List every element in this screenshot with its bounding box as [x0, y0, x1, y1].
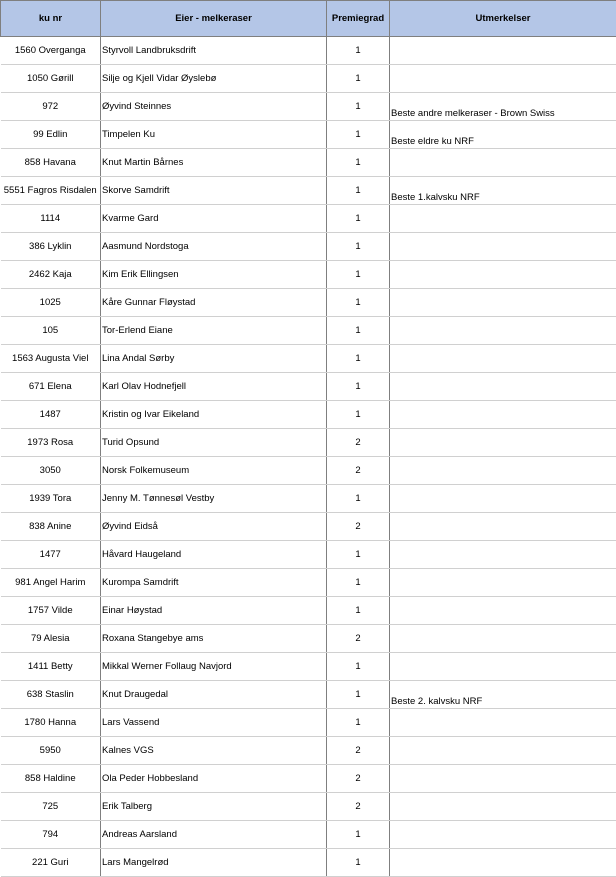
table-row — [1, 457, 616, 485]
ku-nr-cell: 725 — [1, 793, 101, 821]
eier-cell: Skorve Samdrift — [101, 177, 327, 205]
eier-cell: Lars Mangelrød — [101, 849, 327, 877]
table-row — [1, 737, 616, 765]
eier-cell: Norsk Folkemuseum — [101, 457, 327, 485]
table-row — [1, 485, 616, 513]
table-row — [1, 569, 616, 597]
ku-nr-cell: 858 Havana — [1, 149, 101, 177]
header-ku-nr: ku nr — [1, 1, 101, 37]
table-row — [1, 93, 616, 121]
table-row — [1, 681, 616, 709]
ku-nr-cell: 1487 — [1, 401, 101, 429]
utmerkelser-cell: Beste 1.kalvsku NRF — [390, 177, 616, 205]
premiegrad-cell: 1 — [327, 597, 390, 625]
eier-cell: Kvarme Gard — [101, 205, 327, 233]
ku-nr-cell: 5551 Fagros Risdalen — [1, 177, 101, 205]
utmerkelser-cell — [390, 345, 616, 373]
ku-nr-cell: 99 Edlin — [1, 121, 101, 149]
ku-nr-cell: 671 Elena — [1, 373, 101, 401]
eier-cell: Lars Vassend — [101, 709, 327, 737]
utmerkelser-cell — [390, 37, 616, 65]
utmerkelser-cell — [390, 317, 616, 345]
eier-cell: Andreas Aarsland — [101, 821, 327, 849]
utmerkelser-cell — [390, 513, 616, 541]
eier-cell: Kalnes VGS — [101, 737, 327, 765]
utmerkelser-cell — [390, 597, 616, 625]
table-row — [1, 401, 616, 429]
utmerkelser-cell — [390, 429, 616, 457]
utmerkelser-cell — [390, 457, 616, 485]
table-row — [1, 821, 616, 849]
utmerkelser-cell — [390, 653, 616, 681]
ku-nr-cell: 838 Anine — [1, 513, 101, 541]
premiegrad-cell: 1 — [327, 345, 390, 373]
eier-cell: Jenny M. Tønnesøl Vestby — [101, 485, 327, 513]
premiegrad-cell: 2 — [327, 765, 390, 793]
premiegrad-cell: 1 — [327, 289, 390, 317]
ku-nr-cell: 1973 Rosa — [1, 429, 101, 457]
utmerkelser-cell: Beste 2. kalvsku NRF — [390, 681, 616, 709]
eier-cell: Kåre Gunnar Fløystad — [101, 289, 327, 317]
utmerkelser-cell — [390, 849, 616, 877]
premiegrad-cell: 1 — [327, 205, 390, 233]
utmerkelser-cell: Beste andre melkeraser - Brown Swiss — [390, 93, 616, 121]
eier-cell: Knut Martin Bårnes — [101, 149, 327, 177]
utmerkelser-cell — [390, 765, 616, 793]
ku-nr-cell: 105 — [1, 317, 101, 345]
eier-cell: Aasmund Nordstoga — [101, 233, 327, 261]
premiegrad-cell: 1 — [327, 261, 390, 289]
utmerkelser-cell — [390, 569, 616, 597]
ku-nr-cell: 1477 — [1, 541, 101, 569]
table-row — [1, 625, 616, 653]
table-row — [1, 317, 616, 345]
premiegrad-cell: 1 — [327, 149, 390, 177]
utmerkelser-cell — [390, 625, 616, 653]
eier-cell: Silje og Kjell Vidar Øyslebø — [101, 65, 327, 93]
table-row — [1, 765, 616, 793]
premiegrad-cell: 2 — [327, 625, 390, 653]
eier-cell: Timpelen Ku — [101, 121, 327, 149]
eier-cell: Knut Draugedal — [101, 681, 327, 709]
premiegrad-cell: 2 — [327, 429, 390, 457]
eier-cell: Karl Olav Hodnefjell — [101, 373, 327, 401]
utmerkelser-cell — [390, 205, 616, 233]
premiegrad-cell: 1 — [327, 177, 390, 205]
table-row — [1, 205, 616, 233]
table-row — [1, 149, 616, 177]
ku-nr-cell: 221 Guri — [1, 849, 101, 877]
table-row — [1, 65, 616, 93]
table-row — [1, 289, 616, 317]
premiegrad-cell: 1 — [327, 653, 390, 681]
table-row — [1, 37, 616, 65]
ku-nr-cell: 79 Alesia — [1, 625, 101, 653]
ku-nr-cell: 794 — [1, 821, 101, 849]
header-premiegrad: Premiegrad — [327, 1, 390, 37]
ku-nr-cell: 2462 Kaja — [1, 261, 101, 289]
table-row — [1, 121, 616, 149]
premiegrad-cell: 1 — [327, 65, 390, 93]
ku-nr-cell: 1560 Overganga — [1, 37, 101, 65]
eier-cell: Roxana Stangebye ams — [101, 625, 327, 653]
table-row — [1, 177, 616, 205]
ku-nr-cell: 1025 — [1, 289, 101, 317]
eier-cell: Tor-Erlend Eiane — [101, 317, 327, 345]
ku-nr-cell: 5950 — [1, 737, 101, 765]
ku-nr-cell: 1757 Vilde — [1, 597, 101, 625]
table-row — [1, 373, 616, 401]
eier-cell: Turid Opsund — [101, 429, 327, 457]
premiegrad-cell: 2 — [327, 513, 390, 541]
premiegrad-cell: 1 — [327, 709, 390, 737]
eier-cell: Øyvind Eidså — [101, 513, 327, 541]
table-row — [1, 597, 616, 625]
ku-nr-cell: 386 Lyklin — [1, 233, 101, 261]
table-row — [1, 513, 616, 541]
premiegrad-cell: 1 — [327, 849, 390, 877]
eier-cell: Kurompa Samdrift — [101, 569, 327, 597]
table-row — [1, 541, 616, 569]
ku-nr-cell: 3050 — [1, 457, 101, 485]
premiegrad-cell: 1 — [327, 37, 390, 65]
ku-nr-cell: 972 — [1, 93, 101, 121]
premiegrad-cell: 2 — [327, 737, 390, 765]
ku-nr-cell: 1114 — [1, 205, 101, 233]
ku-nr-cell: 1563 Augusta Viel — [1, 345, 101, 373]
table-row — [1, 233, 616, 261]
table-row — [1, 429, 616, 457]
utmerkelser-cell — [390, 821, 616, 849]
ku-nr-cell: 1780 Hanna — [1, 709, 101, 737]
eier-cell: Håvard Haugeland — [101, 541, 327, 569]
ku-nr-cell: 1411 Betty — [1, 653, 101, 681]
premiegrad-cell: 1 — [327, 233, 390, 261]
utmerkelser-cell — [390, 149, 616, 177]
premiegrad-cell: 2 — [327, 793, 390, 821]
table-row — [1, 849, 616, 877]
eier-cell: Erik Talberg — [101, 793, 327, 821]
table-row — [1, 345, 616, 373]
eier-cell: Lina Andal Sørby — [101, 345, 327, 373]
utmerkelser-cell — [390, 261, 616, 289]
premiegrad-cell: 1 — [327, 93, 390, 121]
eier-cell: Øyvind Steinnes — [101, 93, 327, 121]
utmerkelser-cell — [390, 233, 616, 261]
utmerkelser-cell — [390, 737, 616, 765]
header-utmerkelser: Utmerkelser — [390, 1, 616, 37]
premiegrad-cell: 1 — [327, 541, 390, 569]
utmerkelser-cell — [390, 373, 616, 401]
eier-cell: Mikkal Werner Follaug Navjord — [101, 653, 327, 681]
ku-nr-cell: 638 Staslin — [1, 681, 101, 709]
utmerkelser-cell — [390, 541, 616, 569]
utmerkelser-cell — [390, 401, 616, 429]
eier-cell: Kristin og Ivar Eikeland — [101, 401, 327, 429]
ku-nr-cell: 1939 Tora — [1, 485, 101, 513]
premiegrad-cell: 2 — [327, 457, 390, 485]
ku-nr-cell: 1050 Gørill — [1, 65, 101, 93]
eier-cell: Kim Erik Ellingsen — [101, 261, 327, 289]
premiegrad-cell: 1 — [327, 373, 390, 401]
ku-nr-cell: 981 Angel Harim — [1, 569, 101, 597]
eier-cell: Ola Peder Hobbesland — [101, 765, 327, 793]
table-row — [1, 709, 616, 737]
premiegrad-cell: 1 — [327, 485, 390, 513]
utmerkelser-cell — [390, 485, 616, 513]
premiegrad-cell: 1 — [327, 821, 390, 849]
eier-cell: Einar Høystad — [101, 597, 327, 625]
premiegrad-cell: 1 — [327, 121, 390, 149]
utmerkelser-cell — [390, 793, 616, 821]
premiegrad-cell: 1 — [327, 681, 390, 709]
utmerkelser-cell — [390, 709, 616, 737]
table-row — [1, 653, 616, 681]
header-eier: Eier - melkeraser — [101, 1, 327, 37]
table-row — [1, 793, 616, 821]
utmerkelser-cell — [390, 65, 616, 93]
utmerkelser-cell — [390, 289, 616, 317]
ku-nr-cell: 858 Haldine — [1, 765, 101, 793]
eier-cell: Styrvoll Landbruksdrift — [101, 37, 327, 65]
utmerkelser-cell: Beste eldre ku NRF — [390, 121, 616, 149]
premiegrad-cell: 1 — [327, 401, 390, 429]
premiegrad-cell: 1 — [327, 317, 390, 345]
table-row — [1, 261, 616, 289]
header-row — [1, 1, 616, 37]
premiegrad-cell: 1 — [327, 569, 390, 597]
